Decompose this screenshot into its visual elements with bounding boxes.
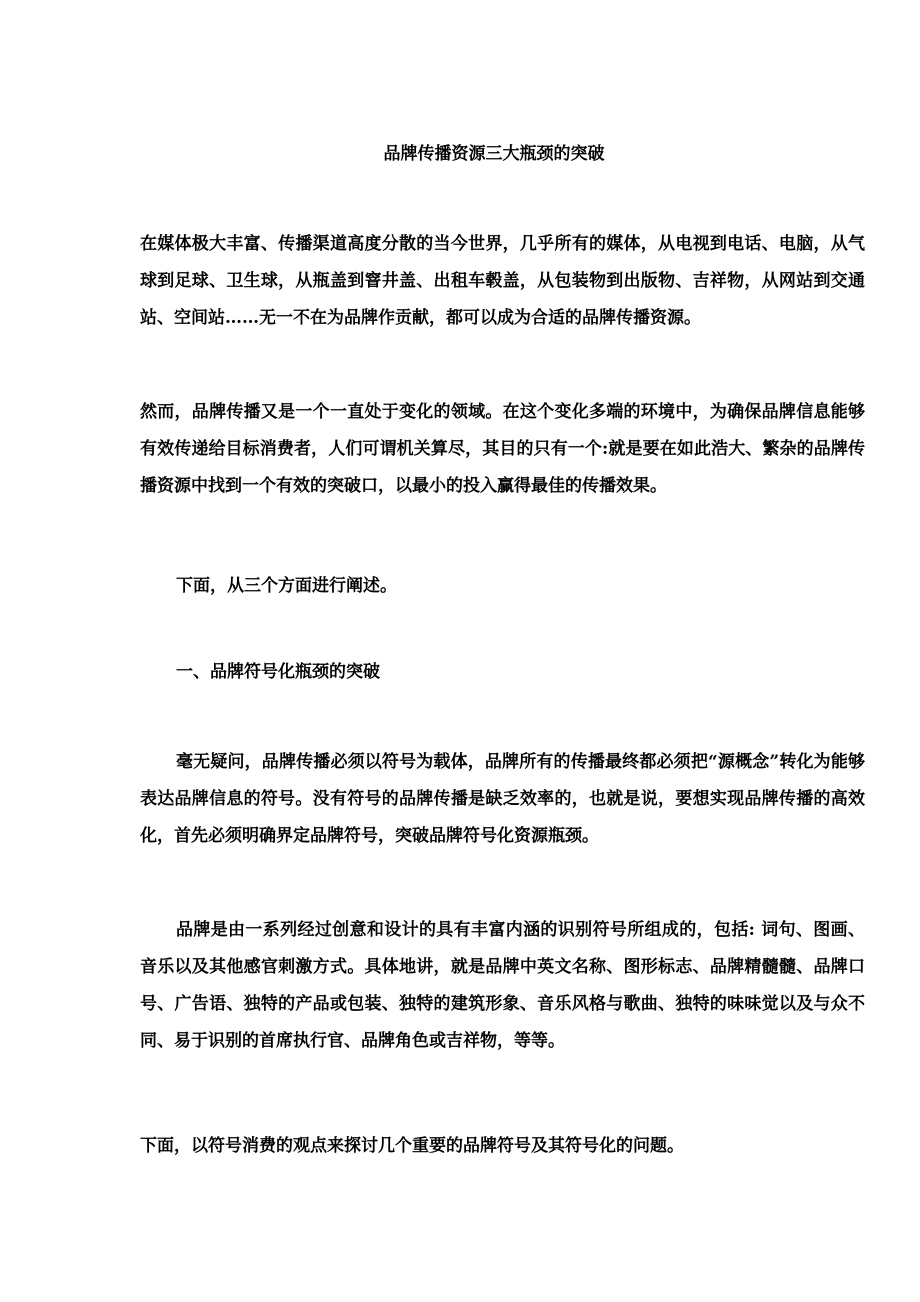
paragraph-symbol-consumption: 下面，以符号消费的观点来探讨几个重要的品牌符号及其符号化的问题。 (140, 1136, 684, 1156)
paragraph-three-aspects: 下面，从三个方面进行阐述。 (176, 576, 397, 596)
paragraph-changing-field: 然而，品牌传播又是一个一直处于变化的领域。在这个变化多端的环境中，为确保品牌信息能够有效传递给目标消费者，人们可谓机关算尽，其目的只有一个:就是要在如此浩大、繁杂的品牌传播资源中找到一个有效的突破口，以最小的投入赢得最佳的传播效果。 (140, 402, 865, 496)
section-heading-symbolization: 一、品牌符号化瓶颈的突破 (176, 662, 380, 682)
paragraph-brand-symbols: 品牌是由一系列经过创意和设计的具有丰富内涵的识别符号所组成的，包括: 词句、图画、音乐以及其他感官刺激方式。具体地讲，就是品牌中英文名称、图形标志、品牌精髓髓、品牌口号、广告语、独特的产品或包装、独特的建筑形象、音乐风格与歌曲、独特的味味觉以及与众不同、易于识别的首席执行官、品牌角色或吉祥物，等等。 (140, 920, 865, 1051)
document-title: 品牌传播资源三大瓶颈的突破 (383, 144, 605, 164)
paragraph-media-resources: 在媒体极大丰富、传播渠道高度分散的当今世界，几乎所有的媒体，从电视到电话、电脑，从气球到足球、卫生球，从瓶盖到窨井盖、出租车毂盖，从包装物到出版物、吉祥物，从网站到交通站、空间站……无一不在为品牌作贡献，都可以成为合适的品牌传播资源。 (140, 234, 865, 328)
paragraph-symbol-carrier: 毫无疑问，品牌传播必须以符号为载体，品牌所有的传播最终都必须把“源概念”转化为能够表达品牌信息的符号。没有符号的品牌传播是缺乏效率的，也就是说，要想实现品牌传播的高效化，首先必须明确界定品牌符号，突破品牌符号化资源瓶颈。 (140, 752, 865, 846)
